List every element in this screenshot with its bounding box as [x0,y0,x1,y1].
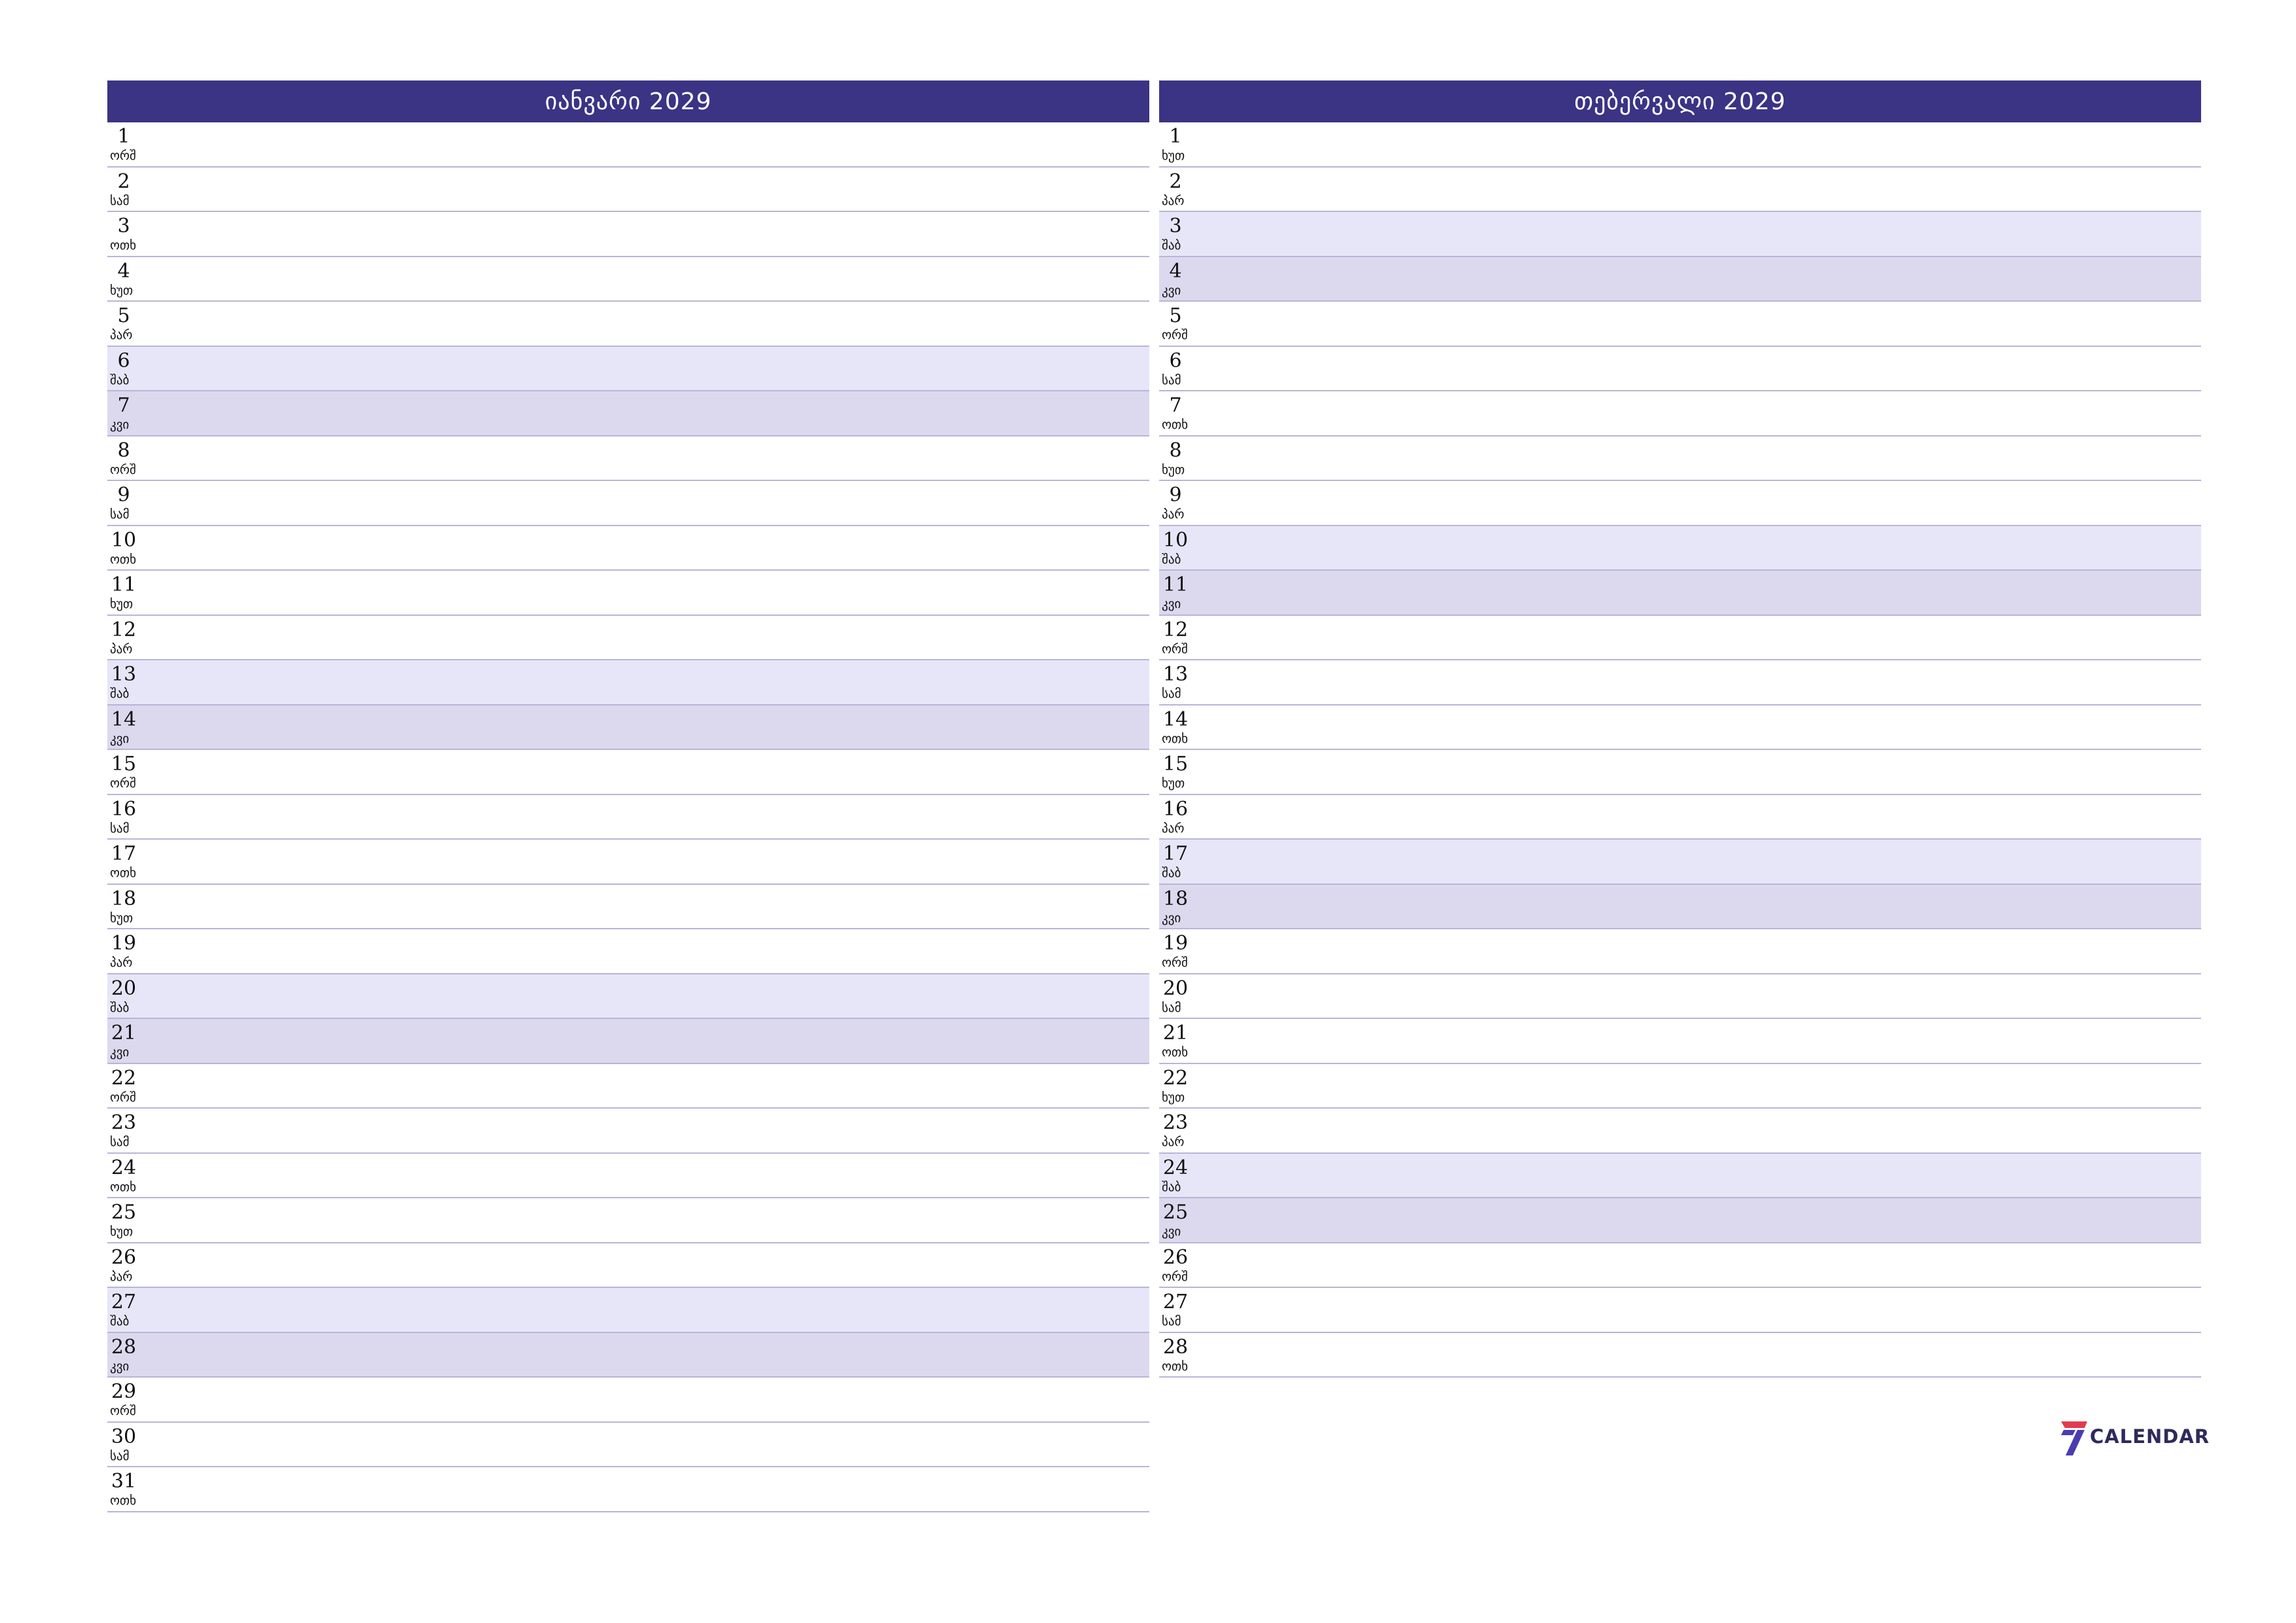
day-row [107,1109,1149,1154]
day-number: 18 [1162,887,1189,910]
day-name: სამ [110,821,130,836]
day-number: 29 [111,1380,137,1403]
month-header: თებერვალი 2029 [1159,80,2201,122]
day-row [107,122,1149,168]
day-number: 1 [1169,125,1182,148]
day-row [1159,705,2201,751]
day-row [1159,660,2201,705]
day-name: ორშ [110,462,136,477]
day-row [107,347,1149,392]
day-name: ხუთ [110,283,134,298]
day-row [1159,481,2201,526]
day-number: 9 [117,484,130,507]
day-row [1159,1333,2201,1378]
day-number: 4 [1169,259,1182,283]
day-number: 28 [1162,1335,1189,1359]
day-row [1159,302,2201,347]
day-name: პარ [1162,193,1185,208]
day-number: 2 [117,169,130,193]
day-name: შაბ [1162,1179,1181,1194]
day-name: კვი [110,1359,130,1374]
day-number: 19 [1162,932,1189,955]
day-number: 15 [111,753,137,776]
day-name: პარ [1162,1135,1185,1149]
day-number: 27 [111,1291,137,1313]
day-number: 10 [111,528,137,552]
day-number: 20 [111,976,137,1000]
day-row [1159,1154,2201,1199]
day-row [1159,750,2201,795]
day-row [107,302,1149,347]
day-number: 21 [111,1022,137,1044]
day-name: პარ [1162,507,1185,522]
day-number: 26 [1162,1245,1189,1269]
day-number: 4 [117,259,130,283]
day-number: 5 [1169,304,1182,327]
day-name: სამ [1162,372,1181,387]
day-row [107,750,1149,795]
day-number: 27 [1162,1291,1189,1313]
day-row [107,1378,1149,1423]
day-name: პარ [1162,821,1185,836]
day-number: 31 [111,1470,137,1493]
seven-logo-icon [2058,1420,2089,1457]
day-row [1159,257,2201,302]
day-name: შაბ [110,1000,130,1015]
calendar-logo [2058,1419,2210,1458]
day-name: კვი [110,1045,130,1060]
day-name: ოთხ [110,866,137,880]
day-number: 25 [111,1201,137,1224]
day-number: 7 [1169,394,1182,417]
day-row [107,1333,1149,1378]
day-row [107,257,1149,302]
day-row [107,705,1149,751]
day-name: შაბ [110,372,130,387]
day-name: ოთხ [110,552,137,567]
day-name: კვი [110,418,130,432]
day-row [107,481,1149,526]
day-number: 8 [117,438,130,462]
day-row [1159,885,2201,930]
day-name: ორშ [110,149,136,163]
day-row [1159,1019,2201,1064]
day-row [1159,795,2201,840]
day-number: 13 [1162,663,1189,686]
day-number: 20 [1162,976,1189,1000]
day-name: ორშ [110,1404,136,1418]
day-row [1159,1064,2201,1109]
day-name: ხუთ [1162,776,1185,791]
day-row [1159,929,2201,974]
day-name: შაბ [1162,238,1181,253]
day-row [107,437,1149,482]
day-name: სამ [1162,1314,1181,1329]
day-number: 2 [1169,169,1182,193]
day-row [107,1423,1149,1468]
day-name: შაბ [1162,866,1181,880]
day-name: ხუთ [1162,149,1185,163]
day-name: ხუთ [1162,462,1185,477]
day-row [1159,840,2201,885]
day-number: 9 [1169,484,1182,507]
day-name: კვი [1162,597,1181,611]
day-name: ხუთ [1162,1090,1185,1105]
day-number: 19 [111,932,137,955]
day-number: 8 [1169,438,1182,462]
day-row [107,616,1149,661]
day-name: ორშ [1162,641,1188,656]
day-name: ორშ [1162,955,1188,970]
day-number: 7 [117,394,130,417]
day-number: 17 [1162,842,1189,865]
day-number: 15 [1162,753,1189,776]
day-name: ორშ [110,776,136,791]
day-row [1159,1198,2201,1243]
day-row [1159,1109,2201,1154]
day-number: 5 [117,304,130,327]
day-row [107,795,1149,840]
day-list [1159,122,2201,1378]
day-name: სამ [110,1448,130,1463]
day-number: 14 [1162,707,1189,731]
day-name: ოთხ [110,1179,137,1194]
day-number: 22 [1162,1066,1189,1090]
day-number: 3 [1169,215,1182,238]
day-row [1159,168,2201,213]
day-row [1159,347,2201,392]
day-number: 23 [111,1111,137,1134]
day-name: სამ [110,193,130,208]
day-row [107,885,1149,930]
day-row [1159,974,2201,1020]
day-name: ოთხ [110,238,137,253]
day-name: ხუთ [110,1224,134,1239]
day-row [107,929,1149,974]
day-number: 25 [1162,1201,1189,1224]
day-row [107,1198,1149,1243]
day-row [1159,526,2201,571]
day-row [1159,391,2201,437]
day-number: 17 [111,842,137,865]
day-name: შაბ [110,1314,130,1329]
day-row [107,974,1149,1020]
day-number: 26 [111,1245,137,1269]
day-name: სამ [110,507,130,522]
day-number: 12 [1162,618,1189,641]
day-name: კვი [1162,1224,1181,1239]
day-number: 22 [111,1066,137,1090]
day-name: კვი [1162,910,1181,925]
day-name: სამ [110,1135,130,1149]
day-name: პარ [110,328,133,342]
day-name: კვი [110,731,130,746]
day-row [1159,437,2201,482]
day-number: 10 [1162,528,1189,552]
day-row [1159,212,2201,257]
day-row [107,168,1149,213]
day-number: 6 [1169,349,1182,372]
day-row [1159,1288,2201,1333]
day-row [107,1288,1149,1333]
day-name: ოთხ [1162,1045,1189,1060]
day-row [107,840,1149,885]
day-name: პარ [110,641,133,656]
day-name: პარ [110,955,133,970]
day-number: 28 [111,1335,137,1359]
month-january [107,80,1149,1512]
day-number: 16 [111,797,137,821]
day-list [107,122,1149,1512]
day-name: ორშ [1162,1269,1188,1284]
day-number: 24 [111,1156,137,1179]
day-name: ხუთ [110,597,134,611]
day-row [107,212,1149,257]
day-row [107,526,1149,571]
day-name: შაბ [110,687,130,701]
day-row [1159,122,2201,168]
day-number: 11 [111,573,137,596]
month-header: იანვარი 2029 [107,80,1149,122]
day-number: 11 [1162,573,1189,596]
day-number: 18 [111,887,137,910]
day-number: 16 [1162,797,1189,821]
day-name: ოთხ [110,1493,137,1508]
day-row [107,1019,1149,1064]
day-row [107,571,1149,616]
day-name: ოთხ [1162,418,1189,432]
day-number: 14 [111,707,137,731]
day-row [107,660,1149,705]
day-row [1159,616,2201,661]
day-name: ორშ [110,1090,136,1105]
day-name: შაბ [1162,552,1181,567]
day-number: 21 [1162,1022,1189,1044]
day-number: 3 [117,215,130,238]
day-row [1159,571,2201,616]
day-number: 23 [1162,1111,1189,1134]
day-number: 30 [111,1425,137,1448]
day-name: ხუთ [110,910,134,925]
day-name: ოთხ [1162,1359,1189,1374]
day-name: კვი [1162,283,1181,298]
day-name: სამ [1162,687,1181,701]
day-number: 24 [1162,1156,1189,1179]
logo-text: CALENDAR [2090,1425,2210,1448]
day-row [1159,1243,2201,1289]
day-row [107,1467,1149,1512]
day-name: პარ [110,1269,133,1284]
month-february [1159,80,2201,1378]
day-row [107,1154,1149,1199]
day-number: 6 [117,349,130,372]
day-row [107,1064,1149,1109]
day-number: 1 [117,125,130,148]
day-name: ოთხ [1162,731,1189,746]
day-number: 13 [111,663,137,686]
day-row [107,1243,1149,1289]
day-name: სამ [1162,1000,1181,1015]
day-row [107,391,1149,437]
day-name: ორშ [1162,328,1188,342]
day-number: 12 [111,618,137,641]
